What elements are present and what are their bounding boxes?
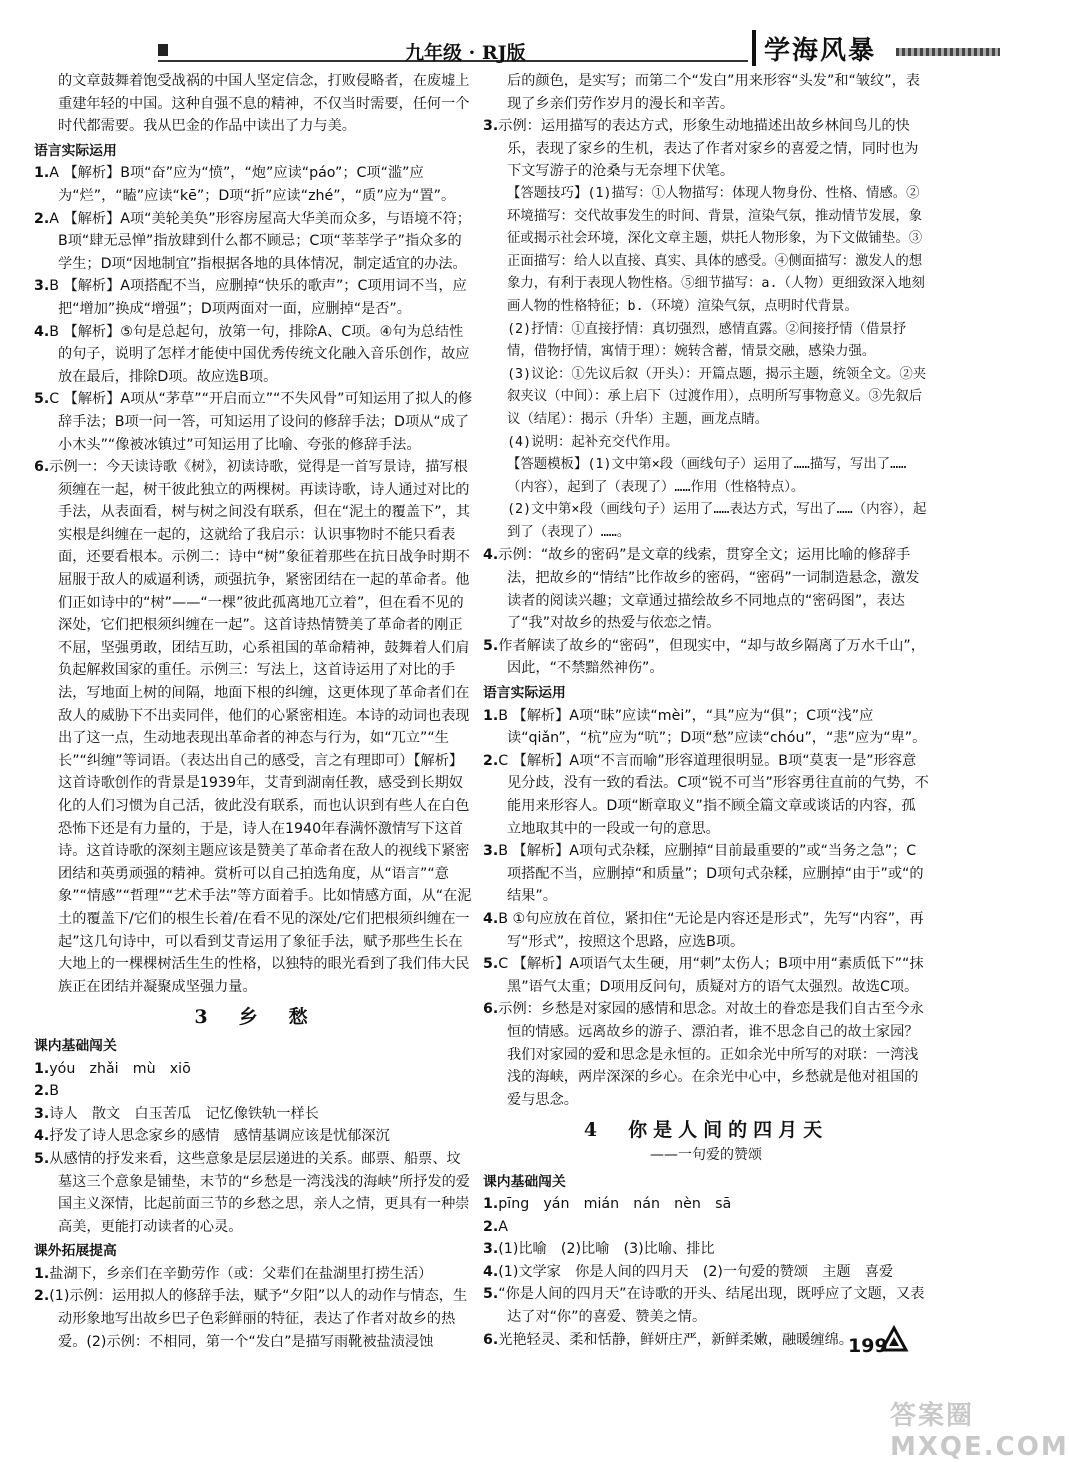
answer-block	[34, 456, 474, 998]
page-header	[0, 0, 1000, 70]
answer-block	[34, 1125, 474, 1148]
answer-block	[34, 1103, 474, 1126]
left-column	[34, 70, 474, 1353]
answer-block	[483, 1193, 929, 1216]
answer-text: 诗人 散文 白玉苦瓜 记忆像铁轨一样长	[49, 1105, 319, 1122]
answer-text: 示例一：今天读诗歌《树》，初读诗歌，觉得是一首写景诗，描写根须缠在一起，树干彼此独立的两棵树。再读诗歌，诗人通过对比的手法，从表面看，树与树之间没有联系，但在“泥土的覆盖下”，其实根是纠缠在一起的，这就给了我启示：认识事物时不能只看表面，还要看根本。示例二：诗中“树”象征着那些在抗日战争时期不屈服于敌人的威逼利诱，顽强抗争，紧密团结在一起的革命者。他们正如诗中的“树”——“一棵”彼此孤离地兀立着”，但在看不见的深处，它们把根须纠缠在一起”。这首诗热情赞美了革命者的刚正不屈，坚强勇敢，团结互助，心系祖国的革命精神，鼓舞着人们肩负起解救国家的重任。示例三：写法上，这首诗运用了对比的手法，写地面上树的间隔，地面下根的纠缠，这更体现了革命者们在敌人的威胁下不出卖同伴，他们的心紧密相连。本诗的动词也表现出了这一点，生动地表现出革命者的神态与行为，如“兀立”“生长”“纠缠”等词语。（表达出自己的感受，言之有理即可）【解析】这首诗歌创作的背景是1939年，艾青到湖南任教，感受到长期奴化的人们习惯为自己活，彼此没有联系，而也认识到有些人在白色恐怖下还是有力量的，于是，诗人在1940年春满怀激情写下这首诗。这首诗歌的深刻主题应该是赞美了革命者在敌人的视线下紧密团结和英勇顽强的精神。赏析可以自己拍选角度，从“语言”“意象”“情感”“哲理”“艺术手法”等方面着手。比如情感方面，从“在泥土的覆盖下/它们的根生长着/在看不见的深处/它们把根须纠缠在一起”这几句诗中，可以看到艾青运用了象征手法，赋予那些生长在大地上的一棵棵树活生生的性格，以独特的眼光看到了我们伟大民族正在团结并凝聚成坚强力量。	[49, 459, 472, 995]
answer-item	[483, 1193, 929, 1216]
answer-number: 1.	[483, 707, 499, 724]
answer-block	[483, 115, 929, 183]
answer-block	[34, 1058, 474, 1081]
answer-item	[34, 1148, 474, 1238]
answer-block	[483, 705, 929, 750]
answer-block	[483, 544, 929, 634]
answer-number: 1.	[34, 165, 50, 182]
answer-text: A	[498, 1218, 508, 1235]
answer-number: 2.	[483, 752, 499, 769]
answer-text: C 【解析】A项“不言而喻”形容道理很明显。B项“莫衷一是”形容意见分歧，没有一致的看法。C项“锐不可当”形容勇往直前的气势，不能用来形容人。D项“断章取义”指不顾全篇文章或谈话的内容，孤立地取其中的一段或一句的意思。	[498, 752, 929, 837]
answer-number: 2.	[483, 1218, 499, 1235]
answer-number: 1.	[34, 1265, 50, 1282]
answer-block	[483, 998, 929, 1111]
triangle-logo-icon	[880, 1326, 908, 1352]
answer-number: 5.	[34, 391, 50, 408]
answer-number: 5.	[34, 1150, 50, 1167]
answer-text: (1)示例：运用拟人的修辞手法，赋予“夕阳”以人的动作与情态，生动形象地写出故乡巴子色彩鲜丽的特征，表达了作者对故乡的热爱。(2)示例：不相同，第一个“发白”是描写雨靴被盐渍浸蚀	[49, 1288, 468, 1350]
answer-item	[34, 1125, 474, 1148]
answer-text: 盐湖下，乡亲们在辛勤劳作（或：父辈们在盐湖里打捞生活）	[49, 1265, 433, 1282]
text-block	[34, 70, 474, 138]
answer-text: 示例：“故乡的密码”是文章的线索，贯穿全文；运用比喻的修辞手法，把故乡的“情结”比作故乡的密码，“密码”一词制造悬念，激发读者的阅读兴趣；文章通过描绘故乡不同地点的“密码图”，表达了“我”对故乡的热爱与依恋之情。	[498, 547, 920, 632]
answer-item	[34, 1080, 474, 1103]
text-block	[483, 364, 929, 432]
lesson-subtitle: ——一句爱的赞颂	[650, 1146, 762, 1163]
answer-item	[34, 321, 474, 389]
answer-text: (1)文学家 你是人间的四月天 (2)一句爱的赞颂 主题 喜爱	[498, 1263, 894, 1280]
answer-item	[34, 1263, 474, 1286]
answer-number: 4.	[483, 547, 499, 564]
answer-item	[34, 456, 474, 998]
brand-title: 学海风暴	[764, 36, 877, 66]
tip-paragraph: (2)抒情：①直接抒情：真切强烈，感情直露。②间接抒情（借景抒情，借物抒情，寓情于理）：婉转含蓄，情景交融，感染力强。	[507, 321, 907, 360]
text-block	[483, 432, 929, 455]
answer-block	[34, 275, 474, 320]
answer-block	[483, 1216, 929, 1239]
answer-number: 5.	[483, 1286, 499, 1303]
answer-item	[34, 1058, 474, 1081]
tip-paragraph: (2)文中第×段（画线句子）运用了……表达方式，写出了……（内容），起到了（表现了）……。	[507, 502, 927, 540]
answer-block	[34, 162, 474, 207]
answer-text: B	[49, 1083, 59, 1100]
answer-text: C 【解析】A项语气太生硬，用“刺”太伤人；B项中用“素质低下”“抹黑”语气太重；D项用反问句，质疑对方的语气太强烈。故选C项。	[498, 956, 924, 995]
tip-paragraph: 【答题技巧】(1)描写：①人物描写：体现人物身份、性格、情感。②环境描写：交代故事发生的时间、背景，渲染气氛，推动情节发展，象征或揭示社会环境，深化文章主题，烘托人物形象，为下文做铺垫。③正面描写：给人以直接、真实、具体的感受。④侧面描写：激发人的想象力，有利于表现人物性格。⑤细节描写：a.（人物）更细致深入地刻画人物的性格特征；b.（环境）渲染气氛，点明时代背景。	[507, 185, 925, 314]
answer-text: pīng yán mián nán nèn sā	[498, 1196, 732, 1213]
brand-bar	[752, 30, 756, 66]
text-block	[483, 454, 929, 499]
answer-block	[34, 208, 474, 276]
tip-paragraph: 【答题模板】(1)文中第×段（画线句子）运用了……描写，写出了……（内容），起到了（表现了）……作用（性格特点）。	[507, 457, 907, 495]
answer-number: 4.	[483, 1263, 499, 1280]
answer-text: 光艳轻灵、柔和恬静，鲜妍庄严，新鲜柔嫩，融暖缠绵。	[498, 1331, 853, 1348]
answer-block	[483, 1261, 929, 1284]
answer-number: 4.	[483, 910, 499, 927]
answer-item	[483, 544, 929, 634]
lesson-title: 3 乡 愁	[194, 1006, 314, 1029]
answer-text: 示例：乡愁是对家园的感情和思念。对故土的眷恋是我们自古至今永恒的情感。远离故乡的游子、漂泊者，谁不思念自己的故土家园？我们对家园的爱和思念是永恒的。正如余光中所写的对联：一湾浅浅的海峡，两岸深深的乡心。在余光中心中，乡愁就是他对祖国的爱与思念。	[498, 1001, 924, 1108]
answer-item	[483, 998, 929, 1111]
answer-item	[483, 953, 929, 998]
answer-text: (1)比喻 (2)比喻 (3)比喻、排比	[498, 1241, 715, 1258]
answer-number: 2.	[34, 210, 50, 227]
answer-item	[483, 1216, 929, 1239]
answer-block	[34, 1263, 474, 1286]
answer-text: B ①句应放在首位，紧扣住“无论是内容还是形式”，先写“内容”，再写“形式”，按照这个思路，应选B项。	[498, 910, 924, 950]
section-heading: 课外拓展提高	[34, 1243, 117, 1260]
answer-text: yóu zhǎi mù xiō	[49, 1060, 191, 1077]
answer-text: 示例：运用描写的表达方式，形象生动地描述出故乡林间鸟儿的快乐，表现了家乡的生机，表达了作者对家乡的喜爱之情，同时也为下文写游子的沧桑与无奈埋下伏笔。	[498, 118, 919, 180]
tip-paragraph: (3)议论：①先议后叙（开头）：开篇点题，揭示主题，统领全文。②夹叙夹议（中间）：承上启下（过渡作用），点明所写事物意义。③先叙后议（结尾）：揭示（升华）主题，画龙点睛。	[507, 366, 927, 427]
header-stripe	[896, 48, 1000, 56]
section-heading: 语言实际运用	[34, 142, 117, 159]
answer-number: 5.	[483, 637, 499, 654]
section-heading: 课内基础闯关	[483, 1173, 566, 1190]
answer-item	[34, 275, 474, 320]
answer-text: B 【解析】A项搭配不当，应删掉“快乐的歌声”；C项用词不当，应把“增加”换成“增强”；D项两面对一面，应删掉“是否”。	[49, 278, 467, 317]
answer-item	[34, 208, 474, 276]
answer-number: 6.	[483, 1331, 499, 1348]
answer-item	[34, 1285, 474, 1353]
answer-block	[483, 840, 929, 908]
answer-block	[34, 1080, 474, 1103]
answer-number: 3.	[34, 278, 50, 295]
answer-number: 4.	[34, 1128, 50, 1145]
header-mark	[158, 44, 168, 56]
answer-block	[34, 1148, 474, 1238]
answer-item	[483, 1261, 929, 1284]
tip-paragraph: (4)说明：起补充交代作用。	[507, 434, 679, 450]
answer-item	[483, 840, 929, 908]
answer-item	[34, 162, 474, 207]
text-block	[483, 499, 929, 544]
answer-text: C 【解析】A项从“茅草”“开启而立”“不失风骨”可知运用了拟人的修辞手法；B项一问一答，可知运用了设问的修辞手法；D项从“成了小木头”“像被冰镇过”可知运用了比喻、夸张的修辞手法。	[49, 391, 473, 453]
answer-text: 作者解读了故乡的“密码”，但现实中，“却与故乡隔离了万水千山”，因此，“不禁黯然神伤”。	[498, 637, 925, 677]
grade-label: 九年级 · RJ版	[405, 42, 526, 64]
answer-text: B 【解析】A项“昧”应读“mèi”，“具”应为“俱”；C项“浅”应读“qiǎn”，“杭”应为“吭”；D项“愁”应读“chóu”，“悲”应为“卑”。	[498, 707, 927, 747]
section-heading: 课内基础闯关	[34, 1037, 117, 1054]
section-heading: 语言实际运用	[483, 685, 566, 702]
answer-item	[483, 1238, 929, 1261]
answer-item	[483, 635, 929, 680]
answer-block	[483, 953, 929, 998]
answer-item	[483, 1283, 929, 1328]
text-block	[483, 70, 929, 115]
answer-number: 6.	[483, 1001, 499, 1018]
answer-block	[34, 1285, 474, 1353]
answer-number: 3.	[483, 1241, 499, 1258]
answer-number: 1.	[483, 1196, 499, 1213]
continued-text: 的文章鼓舞着饱受战祸的中国人坚定信念，打败侵略者，在废墟上重建年轻的中国。这种自强不息的精神，不仅当时需要，任何一个时代都需要。我从巴金的作品中读出了力与美。	[58, 73, 470, 135]
answer-item	[483, 908, 929, 953]
answer-number: 4.	[34, 323, 50, 340]
answer-number: 3.	[34, 1105, 50, 1122]
answer-block	[34, 321, 474, 389]
answer-number: 2.	[34, 1083, 50, 1100]
answer-text: 抒发了诗人思念家乡的感情 感情基调应该是忧郁深沉	[49, 1128, 390, 1145]
answer-number: 1.	[34, 1060, 50, 1077]
answer-number: 5.	[483, 956, 499, 973]
answer-block	[483, 750, 929, 840]
answer-text: B 【解析】⑤句是总起句，放第一句，排除A、C项。④句为总结性的句子，说明了怎样才能使中国优秀传统文化融入音乐创作，故应放在最后，排除D项。故应选B项。	[49, 323, 470, 385]
answer-block	[483, 908, 929, 953]
lesson-title: 4 你是人间的四月天	[583, 1119, 829, 1142]
right-column	[483, 70, 929, 1351]
watermark: 答案圈 MXQE.COM	[890, 1401, 1069, 1462]
answer-item	[34, 1103, 474, 1126]
answer-text: A 【解析】A项“美轮美奂”形容房屋高大华美而众多，与语境不符；B项“肆无忌惮”指放肆到什么都不顾忌；C项“莘莘学子”指众多的学生；D项“因地制宜”指根据各地的具体情况，制定适宜的办法。	[49, 210, 471, 272]
answer-block	[483, 635, 929, 680]
answer-item	[483, 705, 929, 750]
answer-text: B 【解析】A项句式杂糅，应删掉“目前最重要的”或“当务之急”；C项搭配不当，应删掉“和质量”；D项句式杂糅，应删掉“由于”或“的结果”。	[498, 843, 924, 905]
page-number: 199	[848, 1335, 888, 1357]
answer-number: 2.	[34, 1288, 50, 1305]
answer-number: 3.	[483, 843, 499, 860]
answer-number: 6.	[34, 459, 50, 476]
text-block	[483, 183, 929, 319]
answer-number: 3.	[483, 118, 499, 135]
answer-item	[483, 115, 929, 183]
answer-text: “你是人间的四月天”在诗歌的开头、结尾出现，既呼应了文题，又表达了对“你”的喜爱、赞美之情。	[498, 1286, 925, 1326]
answer-text: A 【解析】B项“奋”应为“愤”，“炮”应读“páo”；C项“滥”应为“烂”，“瞌”应读“kē”；D项“折”应读“zhé”，“质”应为“置”。	[49, 165, 456, 204]
continued-text: 后的颜色，是实写；而第二个“发白”用来形容“头发”和“皱纹”，表现了乡亲们劳作岁月的漫长和辛苦。	[507, 73, 920, 112]
text-block	[483, 319, 929, 364]
answer-item	[483, 750, 929, 840]
answer-block	[483, 1238, 929, 1261]
answer-block	[34, 388, 474, 456]
answer-text: 从感情的抒发来看，这些意象是层层递进的关系。邮票、船票、坟墓这三个意象是铺垫，末节的“乡愁是一湾浅浅的海峡”所抒发的爱国主义深情，比起前面三节的乡愁之思，亲人之情，更具有一种崇高美，更能打动读者的心灵。	[49, 1150, 470, 1235]
answer-item	[34, 388, 474, 456]
answer-block	[483, 1283, 929, 1328]
